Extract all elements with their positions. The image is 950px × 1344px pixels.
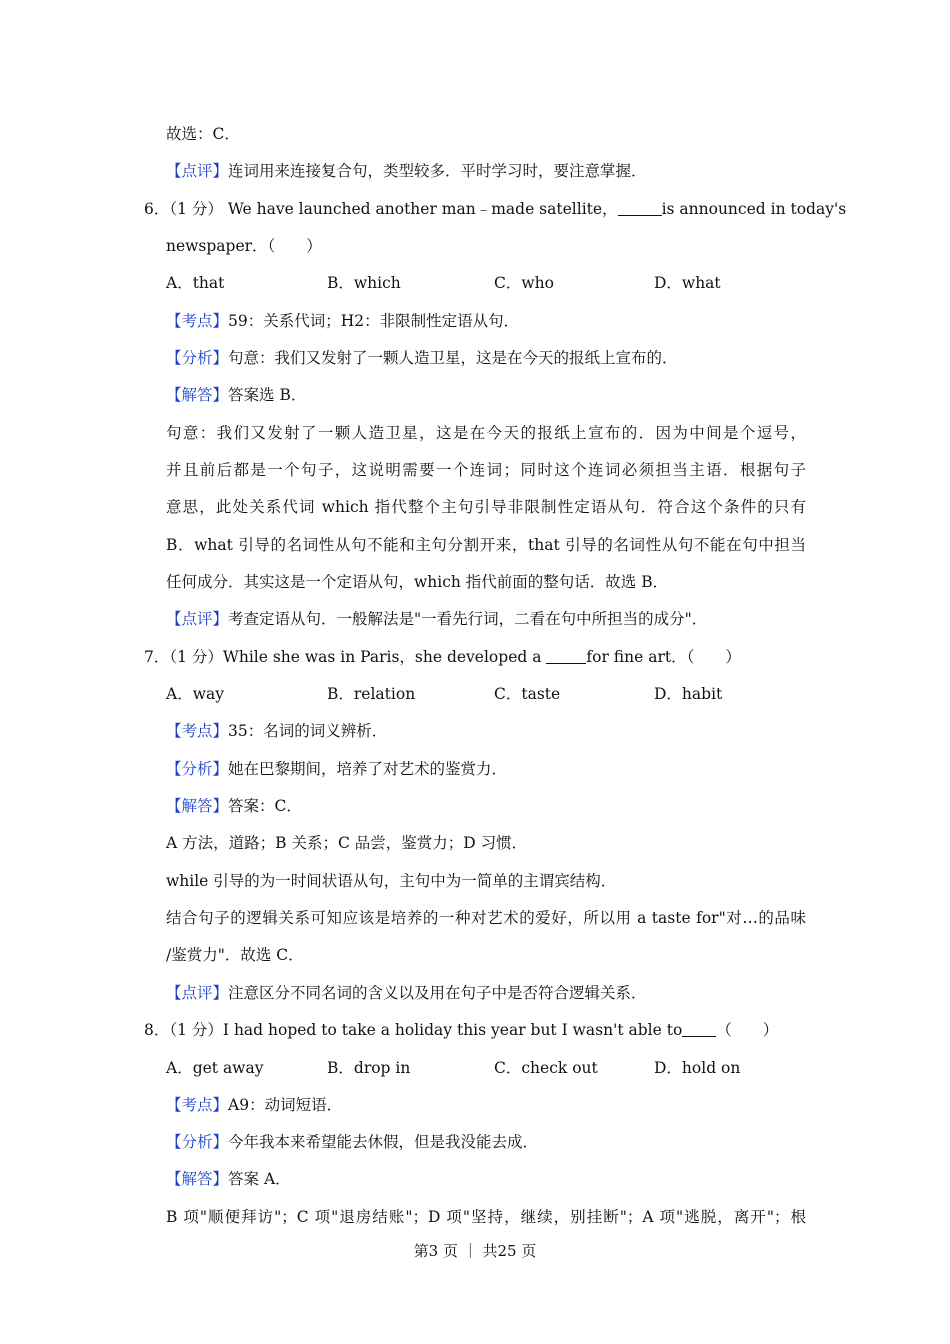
section-tag: 【考点】 [166, 722, 229, 740]
kaodian-line [166, 311, 519, 331]
section-tag: 【点评】 [166, 162, 229, 180]
kaodian-line [166, 721, 387, 741]
option-a: A．that [166, 274, 225, 292]
option-d: D．habit [654, 685, 723, 703]
section-text: 59：关系代词；H2：非限制性定语从句． [228, 312, 520, 330]
jieda-line [166, 385, 306, 405]
section-text: 句意：我们又发射了一颗人造卫星，这是在今天的报纸上宣布的． [228, 349, 678, 367]
section-tag: 【点评】 [166, 610, 229, 628]
option-b: B．which [327, 274, 401, 292]
paragraph-line: B 项"顺便拜访"；C 项"退房结账"；D 项"坚持，继续，别挂断"；A 项"逃脱，离开"；根 [166, 1208, 806, 1226]
paragraph-line: 并且前后都是一个句子，这说明需要一个连词；同时这个连词必须担当主语．根据句子 [166, 461, 806, 479]
section-tag: 【考点】 [166, 1096, 229, 1114]
dianping-line [166, 983, 647, 1003]
question-text: for fine art．（ ） [586, 648, 741, 666]
section-text: 考查定语从句．一般解法是"一看先行词，二看在句中所担当的成分"． [228, 610, 708, 628]
question-text: （ ） [716, 1021, 779, 1039]
section-text: 答案：C． [228, 797, 302, 815]
section-text: 答案选 B． [228, 386, 307, 404]
option-b: B．relation [327, 685, 416, 703]
fenxi-line [166, 759, 507, 779]
option-d: D．hold on [654, 1059, 741, 1077]
question-text: 8．（1 分）I had hoped to take a holiday this year but I wasn't able to [144, 1021, 683, 1039]
option-c: C．taste [494, 685, 561, 703]
section-text: 答案 A． [228, 1170, 291, 1188]
section-tag: 【点评】 [166, 984, 229, 1002]
answer-blank [682, 1022, 716, 1037]
paragraph-line: /鉴赏力"．故选 C． [166, 946, 304, 964]
paragraph-line: while 引导的为一时间状语从句，主句中为一简单的主谓宾结构． [166, 872, 617, 890]
section-tag: 【考点】 [166, 312, 229, 330]
section-tag: 【解答】 [166, 386, 229, 404]
section-text: 她在巴黎期间，培养了对艺术的鉴赏力． [228, 760, 508, 778]
section-tag: 【分析】 [166, 1133, 229, 1151]
answer-blank [618, 201, 662, 216]
section-text: 注意区分不同名词的含义以及用在句子中是否符合逻辑关系． [228, 984, 647, 1002]
paragraph-line: 结合句子的逻辑关系可知应该是培养的一种对艺术的爱好，所以用 a taste for"对…的品味 [166, 909, 806, 927]
paragraph-line: 句意：我们又发射了一颗人造卫星，这是在今天的报纸上宣布的．因为中间是个逗号， [166, 424, 806, 442]
fenxi-line [166, 348, 678, 368]
section-text: A9：动词短语． [228, 1096, 343, 1114]
question-text: is announced in today's [661, 200, 847, 218]
option-b: B．drop in [327, 1059, 411, 1077]
kaodian-line [166, 1095, 342, 1115]
option-c: C．who [494, 274, 554, 292]
paragraph-line: 任何成分．其实这是一个定语从句，which 指代前面的整句话．故选 B． [166, 573, 669, 591]
question-7-stem [144, 647, 741, 667]
paragraph-line: A 方法，道路；B 关系；C 品尝，鉴赏力；D 习惯． [166, 834, 528, 852]
section-tag: 【解答】 [166, 1170, 229, 1188]
option-a: A．way [166, 685, 224, 703]
question-6-stem [144, 199, 847, 219]
jieda-line [166, 796, 302, 816]
paragraph-line: B．what 引导的名词性从句不能和主句分割开来，that 引导的名词性从句不能在句中担当 [166, 536, 806, 554]
option-d: D．what [654, 274, 721, 292]
section-tag: 【分析】 [166, 349, 229, 367]
section-tag: 【分析】 [166, 760, 229, 778]
option-c: C．check out [494, 1059, 598, 1077]
question-text: 7．（1 分）While she was in Paris，she developed a [144, 648, 547, 666]
dianping-line [166, 609, 707, 629]
question-6-stem-cont: newspaper．（ ） [166, 237, 322, 255]
option-a: A．get away [166, 1059, 264, 1077]
section-text: 连词用来连接复合句，类型较多．平时学习时，要注意掌握． [228, 162, 647, 180]
question-8-stem [144, 1020, 778, 1040]
comment-line [166, 161, 647, 181]
fenxi-line [166, 1132, 538, 1152]
answer-blank [546, 649, 586, 664]
section-text: 今年我本来希望能去休假，但是我没能去成． [228, 1133, 539, 1151]
page-footer: 第3 页 ｜ 共25 页 [413, 1242, 537, 1260]
paragraph-line: 意思，此处关系代词 which 指代整个主句引导非限制性定语从句．符合这个条件的只有 [166, 498, 806, 516]
text-line: 故选：C． [166, 125, 240, 143]
jieda-line [166, 1169, 291, 1189]
section-text: 35：名词的词义辨析． [228, 722, 388, 740]
question-text: 6．（1 分） We have launched another man﹣made satellite， [144, 200, 618, 218]
section-tag: 【解答】 [166, 797, 229, 815]
